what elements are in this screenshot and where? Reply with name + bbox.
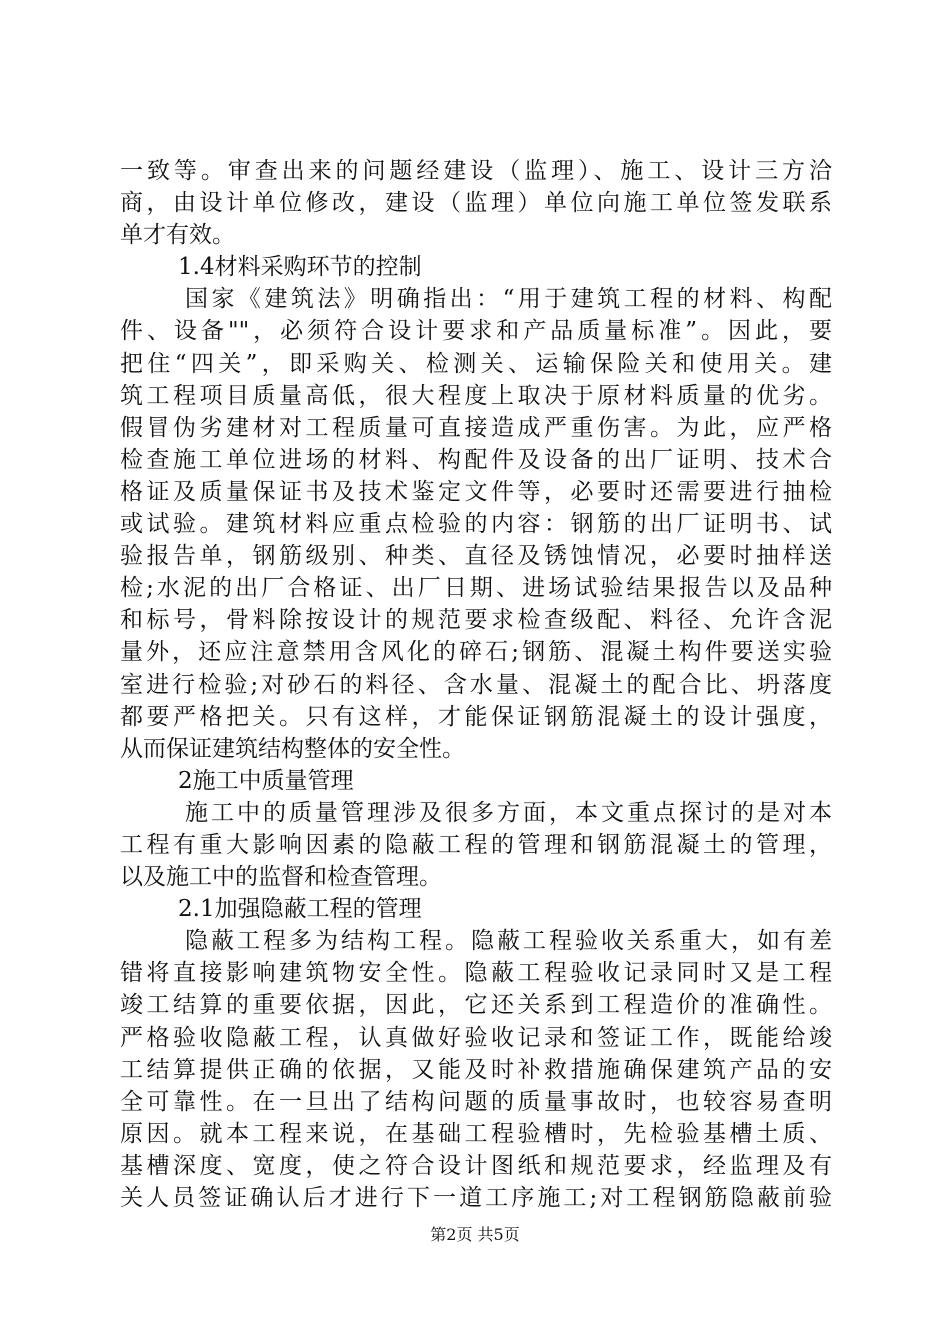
paragraph-line: 假冒伪劣建材对工程质量可直接造成严重伤害。为此，应严格 (120, 414, 832, 441)
paragraph-line: 检;水泥的出厂合格证、出厂日期、进场试验结果报告以及品种 (120, 575, 832, 602)
paragraph-line: 单才有效。 (120, 222, 235, 249)
paragraph-line: 从而保证建筑结构整体的安全性。 (120, 735, 465, 762)
paragraph-line: 工程有重大影响因素的隐蔽工程的管理和钢筋混凝土的管理， (120, 831, 832, 858)
paragraph-line: 关人员签证确认后才进行下一道工序施工;对工程钢筋隐蔽前验 (120, 1185, 832, 1211)
paragraph-line: 室进行检验;对砂石的料径、含水量、混凝土的配合比、坍落度 (120, 671, 832, 698)
paragraph-line: 和标号，骨料除按设计的规范要求检查级配、料径、允许含泥 (120, 607, 832, 634)
paragraph-line: 一致等。审查出来的问题经建设（监理）、施工、设计三方洽 (120, 158, 832, 184)
paragraph-line: 工结算提供正确的依据，又能及时补救措施确保建筑产品的安 (120, 1056, 832, 1083)
paragraph-line: 都要严格把关。只有这样，才能保证钢筋混凝土的设计强度， (120, 703, 832, 730)
paragraph-line: 隐蔽工程多为结构工程。隐蔽工程验收关系重大，如有差 (185, 928, 832, 955)
paragraph-line: 基槽深度、宽度，使之符合设计图纸和规范要求，经监理及有 (120, 1152, 832, 1179)
paragraph-line: 原因。就本工程来说，在基础工程验槽时，先检验基槽土质、 (120, 1120, 832, 1147)
paragraph-line: 错将直接影响建筑物安全性。隐蔽工程验收记录同时又是工程 (120, 960, 832, 987)
section-heading: 2施工中质量管理 (178, 767, 354, 794)
page-footer: 第2页 共5页 (430, 1225, 520, 1244)
section-heading: 1.4材料采购环节的控制 (178, 254, 422, 281)
paragraph-line: 全可靠性。在一旦出了结构问题的质量事故时，也较容易查明 (120, 1088, 832, 1115)
section-heading: 2.1加强隐蔽工程的管理 (178, 896, 422, 923)
paragraph-line: 或试验。建筑材料应重点检验的内容：钢筋的出厂证明书、试 (120, 511, 832, 538)
paragraph-line: 格证及质量保证书及技术鉴定文件等，必要时还需要进行抽检 (120, 478, 832, 505)
paragraph-line: 竣工结算的重要依据，因此，它还关系到工程造价的准确性。 (120, 992, 832, 1019)
paragraph-line: 筑工程项目质量高低，很大程度上取决于原材料质量的优劣。 (120, 382, 832, 409)
paragraph-line: 严格验收隐蔽工程，认真做好验收记录和签证工作，既能给竣 (120, 1024, 832, 1051)
paragraph-line: 把住“四关”，即采购关、检测关、运输保险关和使用关。建 (120, 350, 832, 377)
paragraph-line: 验报告单，钢筋级别、种类、直径及锈蚀情况，必要时抽样送 (120, 543, 832, 570)
document-body (120, 155, 832, 1214)
paragraph-line: 商，由设计单位修改，建设（监理）单位向施工单位签发联系 (120, 190, 832, 217)
paragraph-line: 检查施工单位进场的材料、构配件及设备的出厂证明、技术合 (120, 446, 832, 473)
paragraph-line: 件、设备""，必须符合设计要求和产品质量标准”。因此，要 (120, 318, 832, 345)
paragraph-line: 以及施工中的监督和检查管理。 (120, 864, 442, 891)
paragraph-line: 施工中的质量管理涉及很多方面，本文重点探讨的是对本 (185, 799, 832, 826)
paragraph-line: 量外，还应注意禁用含风化的碎石;钢筋、混凝土构件要送实验 (120, 639, 832, 666)
paragraph-line: 国家《建筑法》明确指出：“用于建筑工程的材料、构配 (185, 286, 832, 313)
